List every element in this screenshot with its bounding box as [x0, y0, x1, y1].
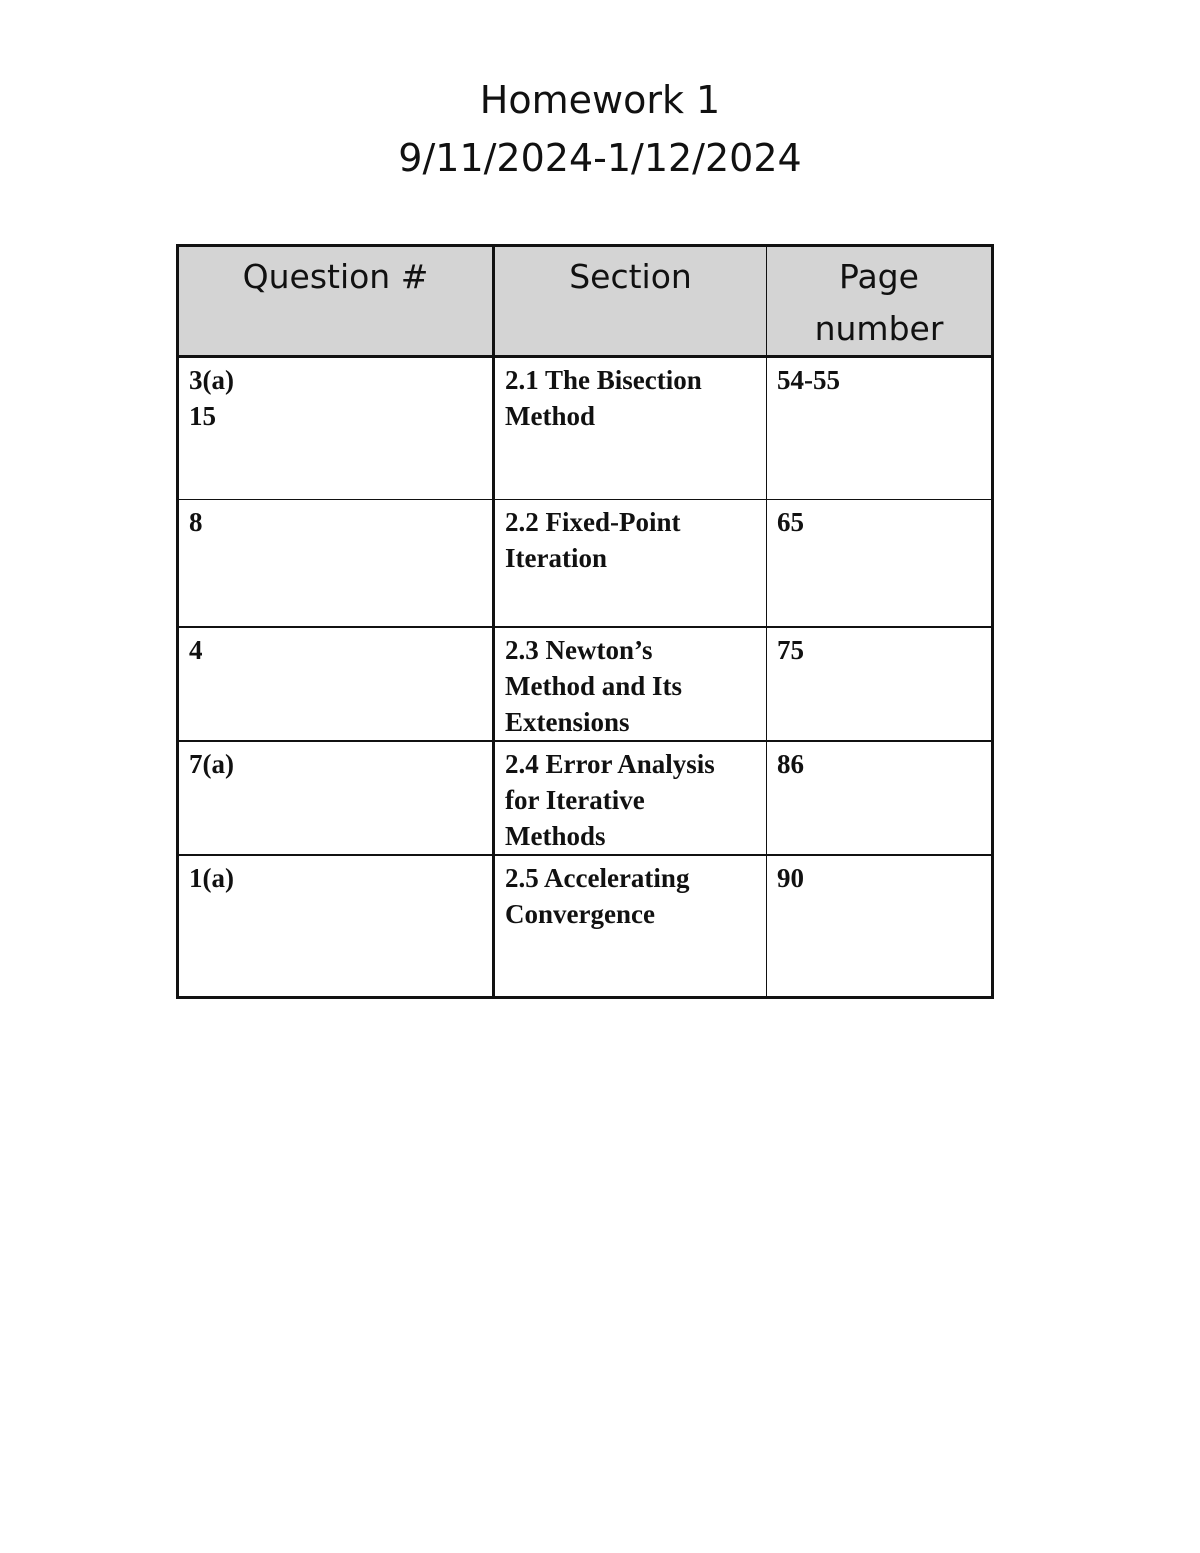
question-line: 15: [189, 401, 216, 431]
section-line: Methods: [505, 820, 606, 851]
table-row: [178, 627, 993, 741]
section-cell: [494, 741, 767, 855]
section-line: Iteration: [505, 543, 607, 573]
section-cell: [494, 855, 767, 998]
section-line: 2.1 The Bisection: [505, 365, 702, 395]
page-cell: 86: [767, 741, 993, 855]
section-line: Method: [505, 401, 595, 431]
question-line: 8: [189, 507, 203, 537]
header-section: Section: [494, 246, 767, 357]
section-line: 2.4 Error Analysis: [505, 748, 715, 779]
section-line: Extensions: [505, 706, 630, 737]
question-line: 1(a): [189, 862, 234, 893]
section-line: 2.3 Newton’s: [505, 634, 653, 665]
table-row: [178, 855, 993, 998]
section-line: 2.2 Fixed-Point: [505, 507, 681, 537]
section-line: for Iterative: [505, 784, 645, 815]
question-cell: [178, 500, 494, 627]
page-cell: 75: [767, 627, 993, 741]
header-page-line-2: number: [814, 309, 944, 348]
section-line: Method and Its: [505, 670, 683, 701]
page-cell: 65: [767, 500, 993, 627]
header-row: [178, 246, 993, 357]
question-cell: [178, 741, 494, 855]
question-line: 4: [189, 634, 203, 665]
question-cell: [178, 627, 494, 741]
date-range: 9/11/2024-1/12/2024: [398, 136, 802, 180]
table-body: [178, 357, 993, 998]
question-cell: [178, 855, 494, 998]
page-cell: 90: [767, 855, 993, 998]
header-question: Question #: [178, 246, 494, 357]
table-row: [178, 357, 993, 500]
section-line: 2.5 Accelerating: [505, 862, 690, 893]
section-cell: [494, 357, 767, 500]
page-cell: 54-55: [767, 357, 993, 500]
table-row: [178, 741, 993, 855]
section-cell: [494, 627, 767, 741]
question-line: 7(a): [189, 748, 234, 779]
question-line: 3(a): [189, 365, 234, 395]
question-cell: [178, 357, 494, 500]
document-title: Homework 1: [479, 78, 721, 122]
homework-table: [176, 244, 994, 999]
header-page-line-1: Page: [839, 257, 919, 296]
section-cell: [494, 500, 767, 627]
table-header: [178, 246, 993, 357]
section-line: Convergence: [505, 898, 655, 929]
table-row: [178, 500, 993, 627]
header-page-number: [767, 246, 993, 357]
